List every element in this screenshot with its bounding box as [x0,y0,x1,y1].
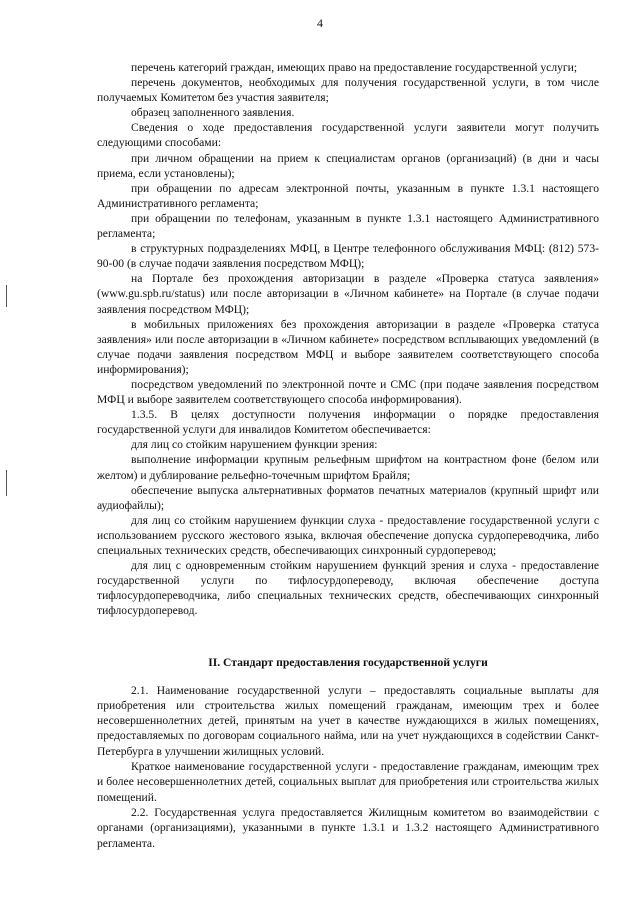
paragraph: обеспечение выпуска альтернативных форматов печатных материалов (крупный шрифт или аудиофайлы); [97,483,599,512]
margin-scan-mark [6,285,7,307]
section-1-text [97,60,599,618]
section-heading: II. Стандарт предоставления государственной услуги [208,656,488,670]
section-2-text [97,683,599,851]
paragraph: Краткое наименование государственной услуги - предоставление гражданам, имеющим трех и более несовершеннолетних детей, социальных выплат для приобретения или строительства жилых помещений. [97,760,599,804]
paragraph: перечень документов, необходимых для получения государственной услуги, в том числе получаемых Комитетом без участия заявителя; [97,76,599,105]
paragraph: в мобильных приложениях без прохождения авторизации в разделе «Проверка статуса заявления» или после авторизации в «Личном кабинете» посредством всплывающих уведомлений (в случае подачи заявления посредством МФЦ и выборе заявителем соответствующего способа информирования); [97,317,599,376]
document-body [97,60,599,851]
paragraph: 2.1. Наименование государственной услуги – предоставлять социальные выплаты для приобретения или строительства жилых помещений гражданам, имеющим трех и более несовершеннолетних детей, принятым на учет в качестве нуждающихся в жилых помещениях, предоставляемых по договорам социального найма, или на учет нуждающихся в содействии Санкт-Петербурга в улучшении жилищных условий. [97,683,599,758]
paragraph: 2.2. Государственная услуга предоставляется Жилищным комитетом во взаимодействии с органами (организациями), указанными в пункте 1.3.1 и 1.3.2 настоящего Административного регламента. [97,805,599,850]
paragraph: выполнение информации крупным рельефным шрифтом на контрастном фоне (белом или желтом) и дублирование рельефно-точечным шрифтом Брайля; [97,453,599,482]
paragraph: перечень категорий граждан, имеющих право на предоставление государственной услуги; [131,61,578,74]
paragraph: для лиц с одновременным стойким нарушением функций зрения и слуха - предоставление государственной услуги по тифлосурдопереводу, включая обеспечение доступа тифлосурдопереводчика, либо специальных технических средств, обеспечивающих синхронный тифлосурдоперевод. [97,559,599,618]
paragraph: в структурных подразделениях МФЦ, в Центре телефонного обслуживания МФЦ: (812) 573-90-00 (в случае подачи заявления посредством МФЦ); [97,242,599,271]
paragraph: для лиц со стойким нарушением функции зрения: [131,438,378,452]
paragraph: при обращении по телефонам, указанным в пункте 1.3.1 настоящего Административного регламента; [97,211,599,241]
paragraph: образец заполненного заявления. [131,106,295,120]
paragraph: для лиц со стойким нарушением функции слуха - предоставление государственной услуги с использованием русского жестового языка, включая обеспечение допуска сурдопереводчика, либо специальных технических средств, обеспечивающих синхронный сурдоперевод; [97,513,599,557]
page-number: 4 [317,16,323,30]
paragraph: посредством уведомлений по электронной почте и СМС (при подаче заявления посредством МФЦ и выборе заявителем соответствующего способа информирования). [97,377,599,407]
paragraph: 1.3.5. В целях доступности получения информации о порядке предоставления государственной услуги для инвалидов Комитетом обеспечивается: [97,408,599,437]
paragraph: на Портале без прохождения авторизации в разделе «Проверка статуса заявления» (www.gu.spb.ru/status) или после авторизации в «Личном кабинете» на Портале (в случае подачи заявления посредством МФЦ); [97,272,599,316]
paragraph: Сведения о ходе предоставления государственной услуги заявители могут получить следующими способами: [97,121,599,150]
paragraph: при личном обращении на прием к специалистам органов (организаций) (в дни и часы приема, если установлены); [97,151,599,180]
paragraph: при обращении по адресам электронной почты, указанным в пункте 1.3.1 настоящего Административного регламента; [97,181,599,210]
margin-scan-mark [6,470,7,496]
